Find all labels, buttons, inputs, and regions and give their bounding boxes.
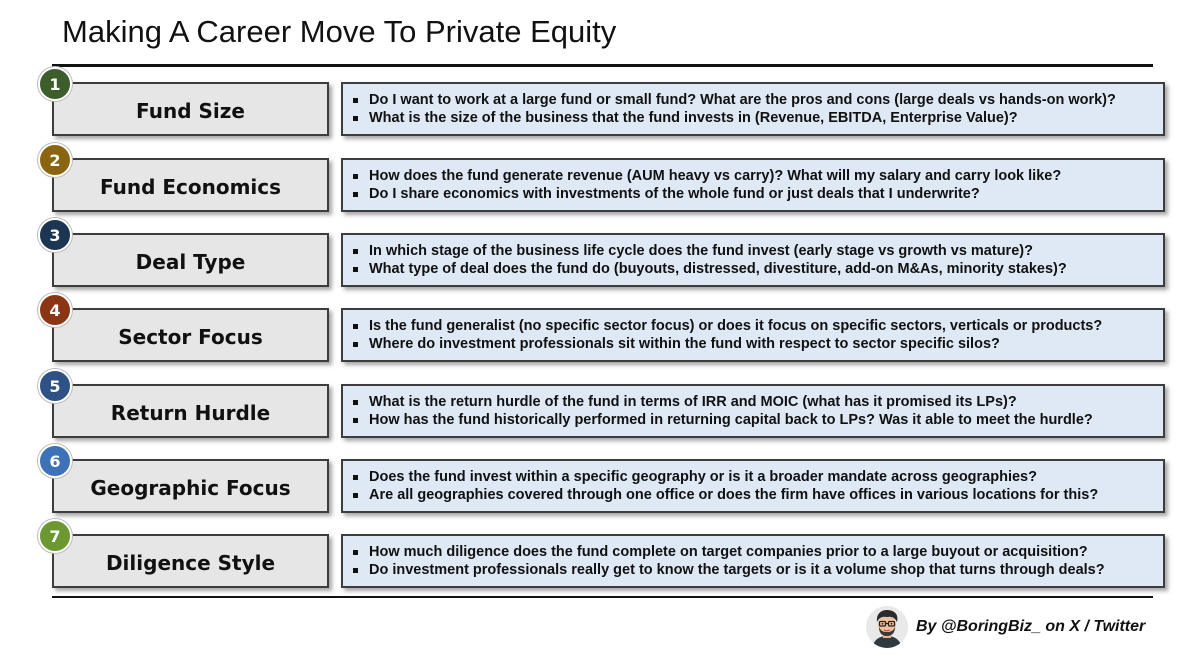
row-label-box — [52, 158, 329, 212]
list-item-return-hurdle — [0, 376, 1200, 440]
number-badge: 2 — [38, 143, 72, 177]
bullet-item: Do I want to work at a large fund or small fund? What are the pros and cons (large deals vs hands-on work)? — [353, 91, 1163, 109]
bullet-square-icon — [353, 418, 358, 423]
bullet-square-icon — [353, 116, 358, 121]
cartoon-avatar-icon — [866, 606, 908, 648]
top-divider — [52, 64, 1153, 67]
bullet-square-icon — [353, 400, 358, 405]
bullet-item: What type of deal does the fund do (buyouts, distressed, divestiture, add-on M&As, minority stakes)? — [353, 260, 1163, 278]
list-item-diligence-style — [0, 526, 1200, 590]
list-item-fund-economics — [0, 150, 1200, 214]
bullet-square-icon — [353, 98, 358, 103]
bullet-item: Does the fund invest within a specific geography or is it a broader mandate across geographies? — [353, 468, 1163, 486]
bullet-square-icon — [353, 568, 358, 573]
row-label-box — [52, 384, 329, 438]
row-description-box — [341, 158, 1165, 212]
bullet-item: What is the return hurdle of the fund in terms of IRR and MOIC (what has it promised its LPs)? — [353, 393, 1163, 411]
number-badge: 5 — [38, 369, 72, 403]
list-item-deal-type — [0, 225, 1200, 289]
list-item-sector-focus — [0, 300, 1200, 364]
footer-credit — [866, 604, 1145, 650]
bullet-square-icon — [353, 174, 358, 179]
page-title: Making A Career Move To Private Equity — [62, 14, 617, 49]
row-description-box — [341, 82, 1165, 136]
list-item-geographic-focus — [0, 451, 1200, 515]
bullet-square-icon — [353, 249, 358, 254]
bullet-item: Do I share economics with investments of the whole fund or just deals that I underwrite? — [353, 185, 1163, 203]
row-description-box — [341, 534, 1165, 588]
bullet-item: How much diligence does the fund complete on target companies prior to a large buyout or acquisition? — [353, 543, 1163, 561]
number-badge: 6 — [38, 444, 72, 478]
bullet-square-icon — [353, 324, 358, 329]
row-label: Deal Type — [135, 250, 246, 274]
bullet-square-icon — [353, 342, 358, 347]
row-label-box — [52, 459, 329, 513]
row-label-box — [52, 82, 329, 136]
bullet-item: Do investment professionals really get to know the targets or is it a volume shop that turns through deals? — [353, 561, 1163, 579]
bullet-square-icon — [353, 550, 358, 555]
row-description-box — [341, 459, 1165, 513]
row-label: Geographic Focus — [90, 476, 291, 500]
bullet-square-icon — [353, 493, 358, 498]
row-label: Diligence Style — [105, 551, 276, 575]
list-item-fund-size — [0, 74, 1200, 138]
avatar — [866, 606, 908, 648]
credit-text: By @BoringBiz_ on X / Twitter — [916, 618, 1146, 635]
number-badge: 4 — [38, 293, 72, 327]
row-label: Return Hurdle — [110, 401, 271, 425]
row-label: Fund Size — [136, 99, 245, 123]
row-label-box — [52, 233, 329, 287]
row-label-box — [52, 308, 329, 362]
bullet-item: Where do investment professionals sit within the fund with respect to sector specific silos? — [353, 335, 1163, 353]
bullet-item: In which stage of the business life cycle does the fund invest (early stage vs growth vs mature)? — [353, 242, 1163, 260]
bullet-item: Are all geographies covered through one office or does the firm have offices in various locations for this? — [353, 486, 1163, 504]
bullet-square-icon — [353, 192, 358, 197]
bullet-item: How does the fund generate revenue (AUM heavy vs carry)? What will my salary and carry look like? — [353, 167, 1163, 185]
bullet-square-icon — [353, 475, 358, 480]
bullet-square-icon — [353, 267, 358, 272]
bullet-item: Is the fund generalist (no specific sector focus) or does it focus on specific sectors, verticals or products? — [353, 317, 1163, 335]
bullet-item: What is the size of the business that the fund invests in (Revenue, EBITDA, Enterprise Value)? — [353, 109, 1163, 127]
row-label-box — [52, 534, 329, 588]
row-label: Sector Focus — [118, 325, 263, 349]
bullet-item: How has the fund historically performed in returning capital back to LPs? Was it able to meet the hurdle? — [353, 411, 1163, 429]
number-badge: 3 — [38, 218, 72, 252]
row-description-box — [341, 308, 1165, 362]
bottom-divider — [52, 596, 1153, 598]
number-badge: 1 — [38, 67, 72, 101]
row-description-box — [341, 233, 1165, 287]
row-description-box — [341, 384, 1165, 438]
number-badge: 7 — [38, 519, 72, 553]
row-label: Fund Economics — [99, 175, 282, 199]
